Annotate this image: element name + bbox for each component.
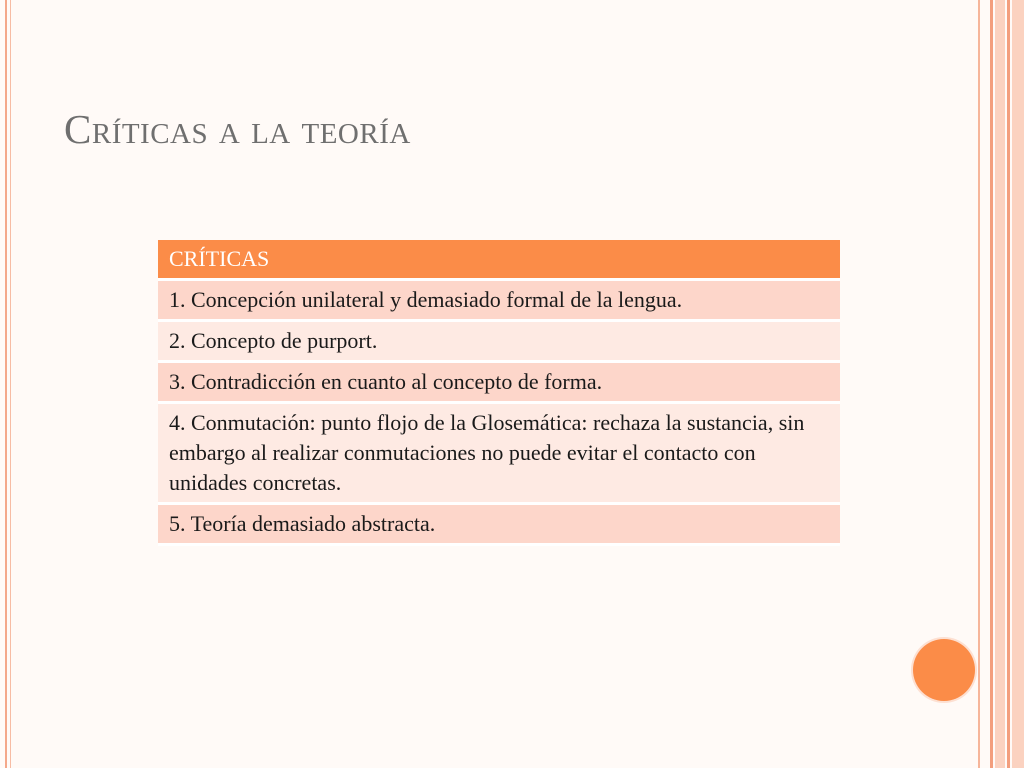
table-row (158, 362, 840, 403)
right-stripe (990, 0, 993, 768)
right-stripe (1007, 0, 1010, 768)
table-row (158, 280, 840, 321)
table-cell: 2. Concepto de purport. (158, 321, 840, 362)
slide-title: Críticas a la teoría (64, 106, 411, 152)
table-row (158, 504, 840, 545)
table-row (158, 403, 840, 504)
table-cell: 4. Conmutación: punto flojo de la Glosemática: rechaza la sustancia, sin embargo al realizar conmutaciones no puede evitar el contacto con unidades concretas. (158, 403, 840, 504)
table-cell: 3. Contradicción en cuanto al concepto de forma. (158, 362, 840, 403)
decorative-circle (913, 639, 975, 701)
table-row (158, 321, 840, 362)
right-stripe (978, 0, 980, 768)
table-header-row (158, 240, 840, 280)
table-cell: 1. Concepción unilateral y demasiado formal de la lengua. (158, 280, 840, 321)
criticas-table (158, 240, 840, 546)
table-header: CRÍTICAS (158, 240, 840, 280)
left-border-line (5, 0, 7, 768)
right-stripe (1012, 0, 1024, 768)
table-cell: 5. Teoría demasiado abstracta. (158, 504, 840, 545)
left-border-line-inner (10, 0, 11, 768)
right-stripe (995, 0, 1005, 768)
